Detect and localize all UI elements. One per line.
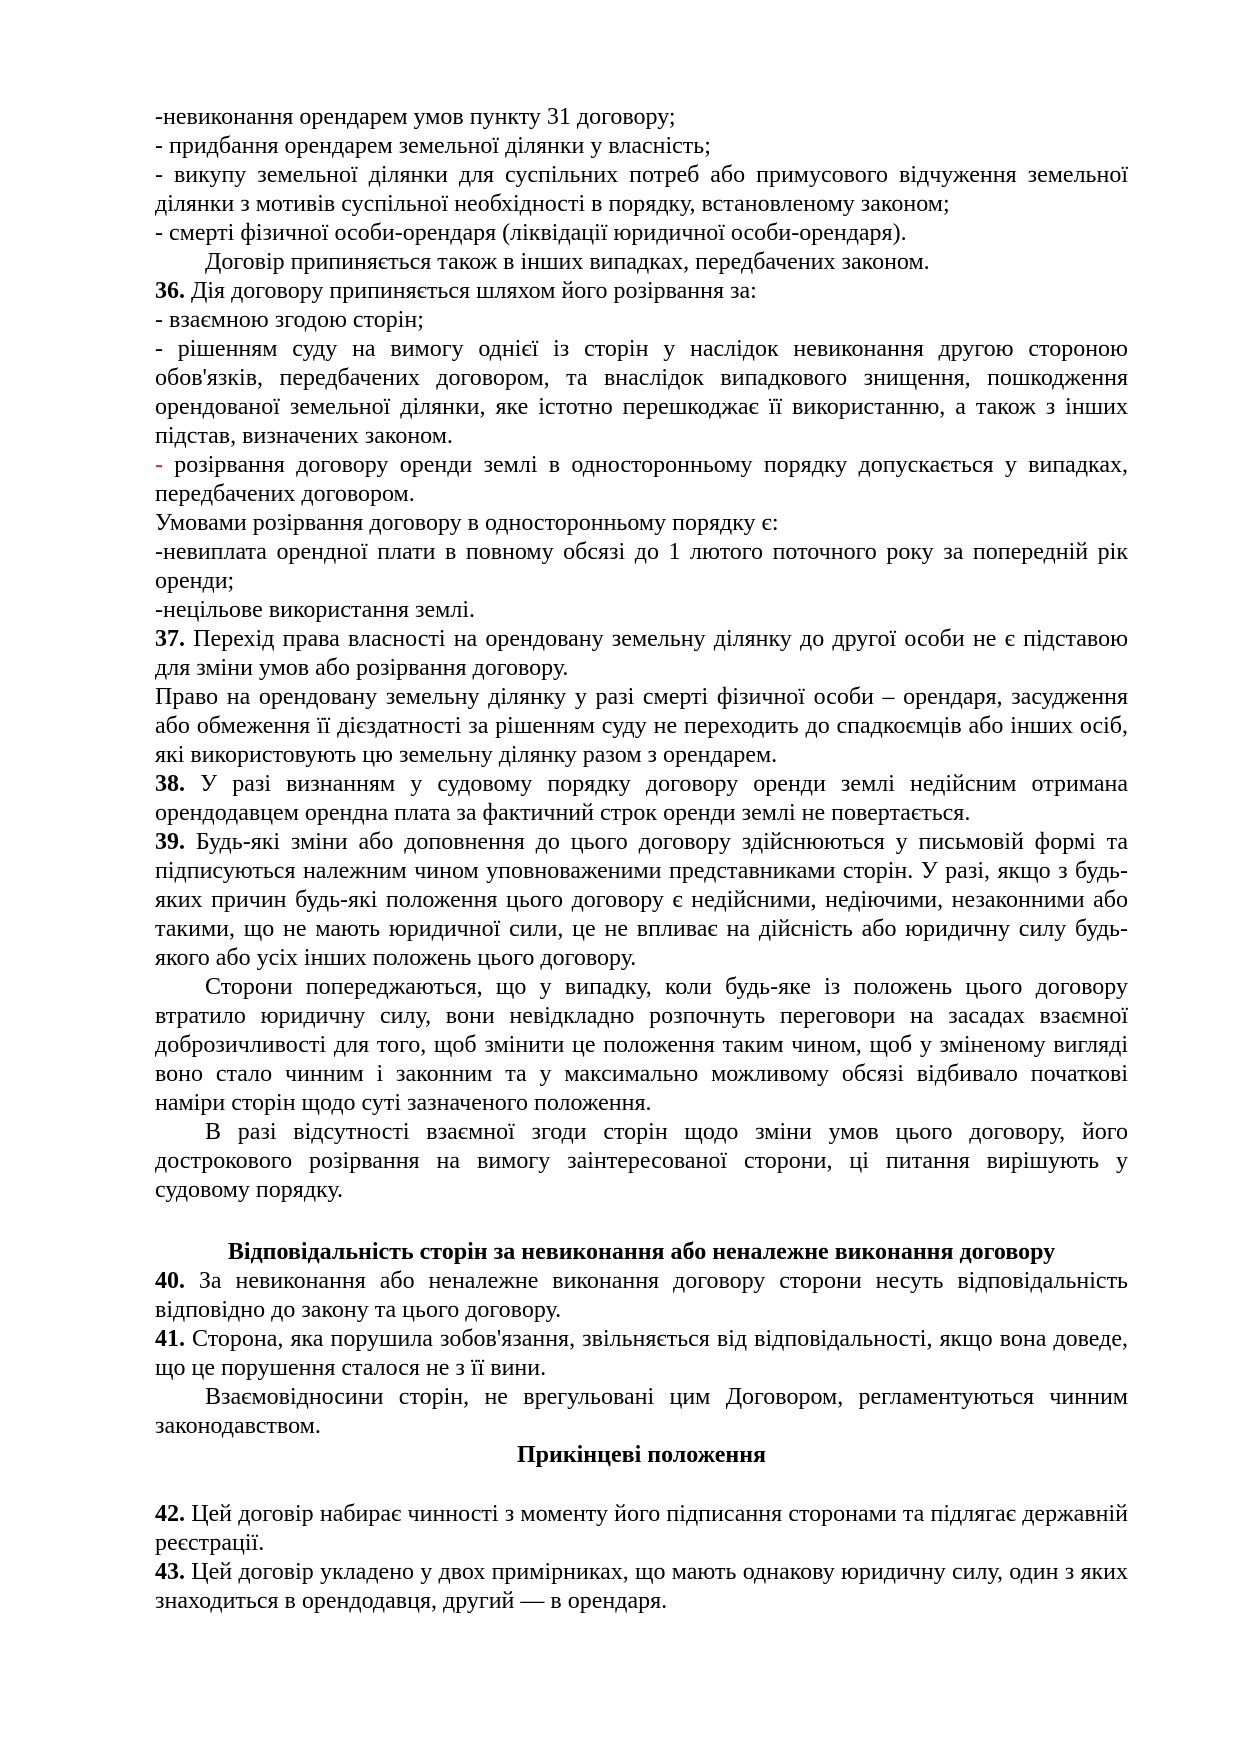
clause-number: 36. [155, 278, 191, 304]
red-dash: - [155, 452, 175, 478]
list-item-unilateral-termination [155, 451, 1128, 509]
paragraph-text: - смерті фізичної особи-орендаря (ліквідації юридичної особи-орендаря). [155, 220, 907, 246]
clause-43 [155, 1558, 1128, 1616]
paragraph-text: У разі визнанням у судовому порядку договору оренди землі недійсним отримана орендодавцем орендна плата за фактичний строк оренди землі не повертається. [155, 771, 1129, 826]
list-item-buyout [155, 161, 1128, 219]
paragraph-text: -невиплата орендної плати в повному обсязі до 1 лютого поточного року за попередній рік оренди; [155, 539, 1128, 594]
paragraph-text: Будь-які зміни або доповнення до цього договору здійснюються у письмовій формі та підписуються належним чином уповноваженими представниками сторін. У разі, якщо з будь-яких причин будь-які положення цього договору є недійсними, недіючими, незаконними або такими, що не мають юридичної сили, це не впливає на дійсність або юридичну силу будь-якого або усіх інших положень цього договору. [155, 829, 1129, 971]
paragraph-text: -нецільове використання землі. [155, 597, 476, 623]
paragraph-text: - взаємною згодою сторін; [155, 307, 424, 333]
paragraph-text: Цей договір набирає чинності з моменту його підписання сторонами та підлягає державній реєстрації. [155, 1501, 1128, 1556]
clause-number: 37. [155, 626, 194, 652]
paragraph-text: За невиконання або неналежне виконання договору сторони несуть відповідальність відповідно до закону та цього договору. [155, 1268, 1129, 1323]
section-heading-responsibility [155, 1238, 1128, 1267]
paragraph-text: - рішенням суду на вимогу однієї із сторін у наслідок невиконання другою стороною обов'язків, передбачених договором, та внаслідок випадкового знищення, пошкодження орендованої земельної ділянки, яке істотно перешкоджає її використанню, а також з інших підстав, визначених законом. [155, 336, 1128, 449]
clause-number: 39. [155, 829, 196, 855]
paragraph-text: -невиконання орендарем умов пункту 31 договору; [155, 104, 676, 130]
clause-42 [155, 1500, 1128, 1558]
paragraph-right-transfer [155, 683, 1128, 770]
clause-number: 40. [155, 1268, 199, 1294]
paragraph-relations-law [155, 1383, 1128, 1441]
paragraph-text: - викупу земельної ділянки для суспільних потреб або примусового відчуження земельної ділянки з мотивів суспільної необхідності в порядку, встановленому законом; [155, 162, 1128, 217]
clause-39 [155, 828, 1128, 973]
clause-number: 42. [155, 1501, 192, 1527]
paragraph-text: Сторона, яка порушила зобов'язання, звільняється від відповідальності, якщо вона доведе, що це порушення сталося не з її вини. [155, 1326, 1128, 1381]
paragraph-text: Умовами розірвання договору в односторонньому порядку є: [155, 510, 779, 536]
clause-41 [155, 1325, 1128, 1383]
paragraph-no-mutual-consent [155, 1118, 1128, 1205]
paragraph-text: розірвання договору оренди землі в односторонньому порядку допускається у випадках, передбачених договором. [155, 452, 1128, 507]
clause-40 [155, 1267, 1128, 1325]
paragraph-text: - придбання орендарем земельної ділянки у власність; [155, 133, 711, 159]
list-item-nonfulfillment [155, 103, 1128, 132]
list-item-misuse [155, 596, 1128, 625]
paragraph-text: Перехід права власності на орендовану земельну ділянку до другої особи не є підставою для зміни умов або розірвання договору. [155, 626, 1129, 681]
paragraph-text: Взаємовідносини сторін, не врегульовані цим Договором, регламентуються чинним законодавством. [155, 1384, 1128, 1439]
list-item-death [155, 219, 1128, 248]
clause-37 [155, 625, 1128, 683]
paragraph-unilateral-conditions [155, 509, 1128, 538]
clause-number: 43. [155, 1559, 192, 1585]
list-item-court-decision [155, 335, 1128, 451]
paragraph-termination-other-cases [155, 248, 1128, 277]
heading-text: Прикінцеві положення [516, 1442, 767, 1468]
paragraph-text: Дія договору припиняється шляхом його розірвання за: [191, 278, 757, 304]
paragraph-parties-warned [155, 973, 1128, 1118]
clause-36 [155, 277, 1128, 306]
paragraph-text: В разі відсутності взаємної згоди сторін щодо зміни умов цього договору, його дострокового розірвання на вимогу заінтересованої сторони, ці питання вирішують у судовому порядку. [155, 1119, 1128, 1203]
paragraph-text: Цей договір укладено у двох примірниках, що мають однакову юридичну силу, один з яких знаходиться в орендодавця, другий — в орендаря. [155, 1559, 1129, 1614]
list-item-nonpayment [155, 538, 1128, 596]
paragraph-text: Сторони попереджаються, що у випадку, коли будь-яке із положень цього договору втратило юридичну силу, вони невідкладно розпочнуть переговори на засадах взаємної доброзичливості для того, щоб змінити це положення таким чином, щоб у зміненому вигляді воно стало чинним і законним та у максимально можливому обсязі відбивало початкові наміри сторін щодо суті зазначеного положення. [155, 974, 1128, 1116]
paragraph-text: Договір припиняється також в інших випадках, передбачених законом. [205, 249, 930, 275]
clause-number: 41. [155, 1326, 193, 1352]
paragraph-text: Право на орендовану земельну ділянку у разі смерті фізичної особи – орендаря, засудження або обмеження її дієздатності за рішенням суду не переходить до спадкоємців або інших осіб, які використовують цю земельну ділянку разом з орендарем. [155, 684, 1128, 768]
section-heading-final-provisions [155, 1441, 1128, 1470]
clause-number: 38. [155, 771, 201, 797]
heading-text: Відповідальність сторін за невиконання або неналежне виконання договору [227, 1239, 1056, 1265]
list-item-mutual-consent [155, 306, 1128, 335]
list-item-purchase [155, 132, 1128, 161]
clause-38 [155, 770, 1128, 828]
